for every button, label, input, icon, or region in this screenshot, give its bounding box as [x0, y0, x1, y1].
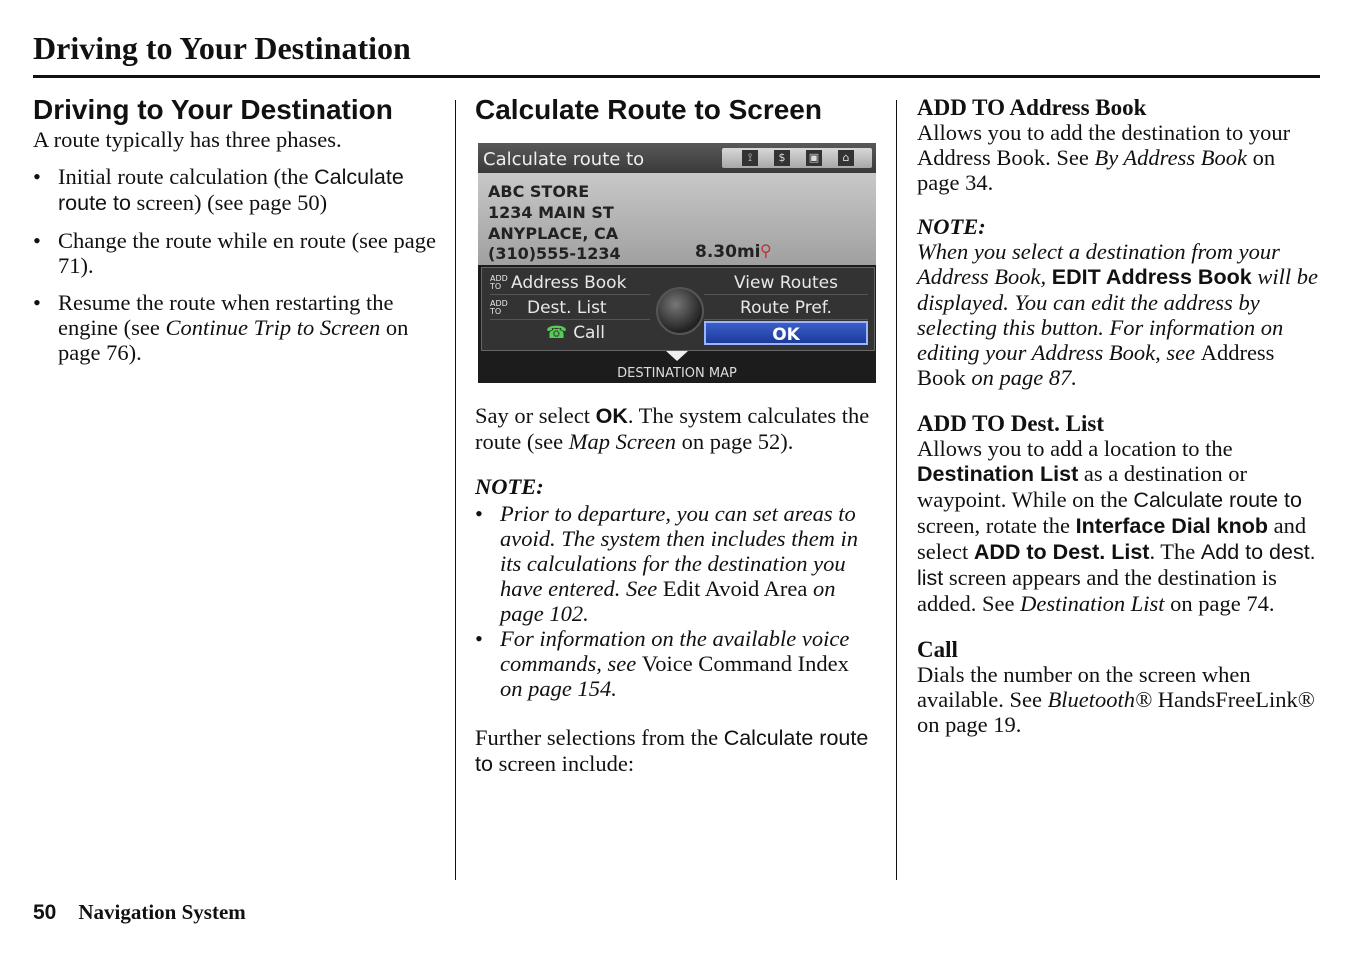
- text: HandsFreeLink® on page 19.: [917, 687, 1315, 737]
- text: Prior to departure, you can set areas to avoid. The system then includes them in its calculations for the destination you have entered. See: [500, 501, 859, 601]
- spacer: [917, 616, 1322, 637]
- further-selections-paragraph: [475, 725, 877, 777]
- spacer: [475, 701, 877, 725]
- text: Resume the route when restarting the engine (see: [58, 290, 394, 340]
- screen-header: [478, 143, 876, 173]
- column-right: [917, 95, 1322, 737]
- text: screen include:: [492, 751, 635, 776]
- destination-map-label[interactable]: DESTINATION MAP: [617, 366, 737, 381]
- screen-name: Calculate route to: [1133, 488, 1302, 512]
- text: and select: [917, 513, 1307, 564]
- store-icon: ▣: [806, 150, 822, 166]
- column-divider-2: [896, 100, 897, 880]
- text: Initial route calculation (the: [58, 164, 315, 189]
- note-list: [475, 501, 877, 701]
- text: Say or select: [475, 403, 596, 428]
- column-middle: [475, 95, 877, 777]
- title-rule: [33, 75, 1320, 78]
- address-book-paragraph: [917, 120, 1322, 195]
- text: on page 52).: [675, 429, 794, 454]
- destination-city: ANYPLACE, CA: [488, 224, 619, 243]
- text: . The system calculates the route (see: [475, 403, 870, 454]
- text: screen) (see page 50): [130, 190, 328, 215]
- subsection-heading: Call: [917, 637, 958, 662]
- screen-name: Calculate route to: [475, 726, 869, 776]
- cross-reference: Continue Trip to Screen: [165, 315, 381, 340]
- call-paragraph: [917, 662, 1322, 737]
- button-name: OK: [595, 404, 628, 428]
- phase-list: [33, 164, 438, 365]
- distance-readout: 8.30mi: [695, 242, 761, 262]
- subsection-heading: ADD TO Dest. List: [917, 411, 1104, 436]
- note-paragraph: [917, 239, 1322, 390]
- text: Further selections from the: [475, 725, 724, 750]
- feature-name: Destination List: [917, 462, 1079, 486]
- screen-title: Calculate route to: [483, 149, 645, 170]
- cross-reference: Address Book: [917, 340, 1275, 390]
- add-to-address-book-button[interactable]: [490, 272, 650, 295]
- destination-info: [478, 173, 876, 265]
- text: For information on the available voice commands, see: [500, 626, 850, 676]
- list-item: [475, 501, 877, 626]
- destination-phone: (310)555-1234: [488, 244, 621, 263]
- route-pref-button[interactable]: Route Pref.: [704, 297, 868, 320]
- say-ok-paragraph: [475, 403, 877, 454]
- screen-name: Add to dest. list: [917, 540, 1316, 590]
- cross-reference: Destination List: [1020, 591, 1165, 616]
- ok-button[interactable]: OK: [704, 321, 868, 345]
- text: Change the route while en route (see page 71).: [58, 228, 436, 278]
- button-name: EDIT Address Book: [1051, 265, 1252, 289]
- destination-address: 1234 MAIN ST: [488, 203, 614, 222]
- spacer: [917, 390, 1322, 411]
- map-pin-icon: ⚲: [760, 241, 772, 260]
- text: screen, rotate the: [917, 513, 1076, 538]
- page-title: Driving to Your Destination: [33, 30, 411, 66]
- section-heading: Driving to Your Destination: [33, 94, 393, 125]
- control-name: Interface Dial knob: [1075, 514, 1269, 538]
- list-item: [33, 228, 438, 278]
- text: screen appears and the destination is added. See: [917, 565, 1277, 616]
- subsection-heading: ADD TO Address Book: [917, 95, 1147, 120]
- destination-name: ABC STORE: [488, 182, 590, 201]
- cross-reference: Voice Command Index: [641, 651, 849, 676]
- page-number: 50: [33, 901, 57, 924]
- add-to-tag: ADD TO: [490, 299, 508, 316]
- cross-reference: By Address Book: [1094, 145, 1247, 170]
- button-name: ADD to Dest. List: [973, 540, 1150, 564]
- column-divider-1: [455, 100, 456, 880]
- screen-name: Calculate route to: [58, 165, 404, 215]
- phone-icon: ☎: [546, 323, 568, 343]
- text: will be displayed. You can edit the address by selecting this button. For information on editing your Address Book, see: [917, 264, 1318, 365]
- menu-label: Dest. List: [527, 298, 607, 318]
- intro-text: A route typically has three phases.: [33, 127, 342, 152]
- add-to-dest-list-button[interactable]: [490, 297, 650, 320]
- list-item: [33, 164, 438, 216]
- text: Allows you to add the destination to your Address Book. See: [917, 120, 1291, 170]
- section-name: Navigation System: [78, 900, 246, 924]
- page-footer: [33, 900, 246, 925]
- down-arrow-icon: [666, 351, 688, 361]
- text: on page 87.: [965, 365, 1078, 390]
- list-item: [33, 290, 438, 365]
- add-to-tag: ADD TO: [490, 274, 508, 291]
- route-menu: [481, 267, 875, 351]
- building-icon: ⌂: [838, 150, 854, 166]
- cross-reference: Bluetooth®: [1047, 687, 1153, 712]
- menu-label: Call: [573, 323, 605, 343]
- dest-list-paragraph: [917, 436, 1322, 616]
- column-left: [33, 95, 438, 377]
- calculate-route-screen-image: [478, 143, 876, 383]
- screen-icon-bar: [722, 148, 872, 168]
- cross-reference: Edit Avoid Area: [662, 576, 808, 601]
- section-heading: Calculate Route to Screen: [475, 94, 822, 125]
- text: as a destination or waypoint. While on the: [917, 461, 1247, 512]
- interface-dial-knob[interactable]: [656, 287, 704, 335]
- text: on page 74.: [1164, 591, 1275, 616]
- text: When you select a destination from your Address Book,: [917, 239, 1280, 289]
- text: on page 154.: [500, 676, 617, 701]
- note-label: NOTE:: [917, 214, 986, 239]
- text: Allows you to add a location to the: [917, 436, 1233, 461]
- menu-label: Address Book: [511, 273, 627, 293]
- bank-icon: $: [774, 150, 790, 166]
- list-item: [475, 626, 877, 701]
- text: on page 76).: [58, 315, 409, 365]
- restaurant-icon: ⟟: [742, 150, 758, 166]
- note-label: NOTE:: [475, 474, 544, 499]
- call-button[interactable]: [490, 322, 650, 344]
- text: . The: [1149, 539, 1201, 564]
- view-routes-button[interactable]: View Routes: [704, 272, 868, 295]
- text: on page 102.: [500, 576, 836, 626]
- text: Dials the number on the screen when available. See: [917, 662, 1251, 712]
- text: on page 34.: [917, 145, 1276, 195]
- cross-reference: Map Screen: [568, 429, 676, 454]
